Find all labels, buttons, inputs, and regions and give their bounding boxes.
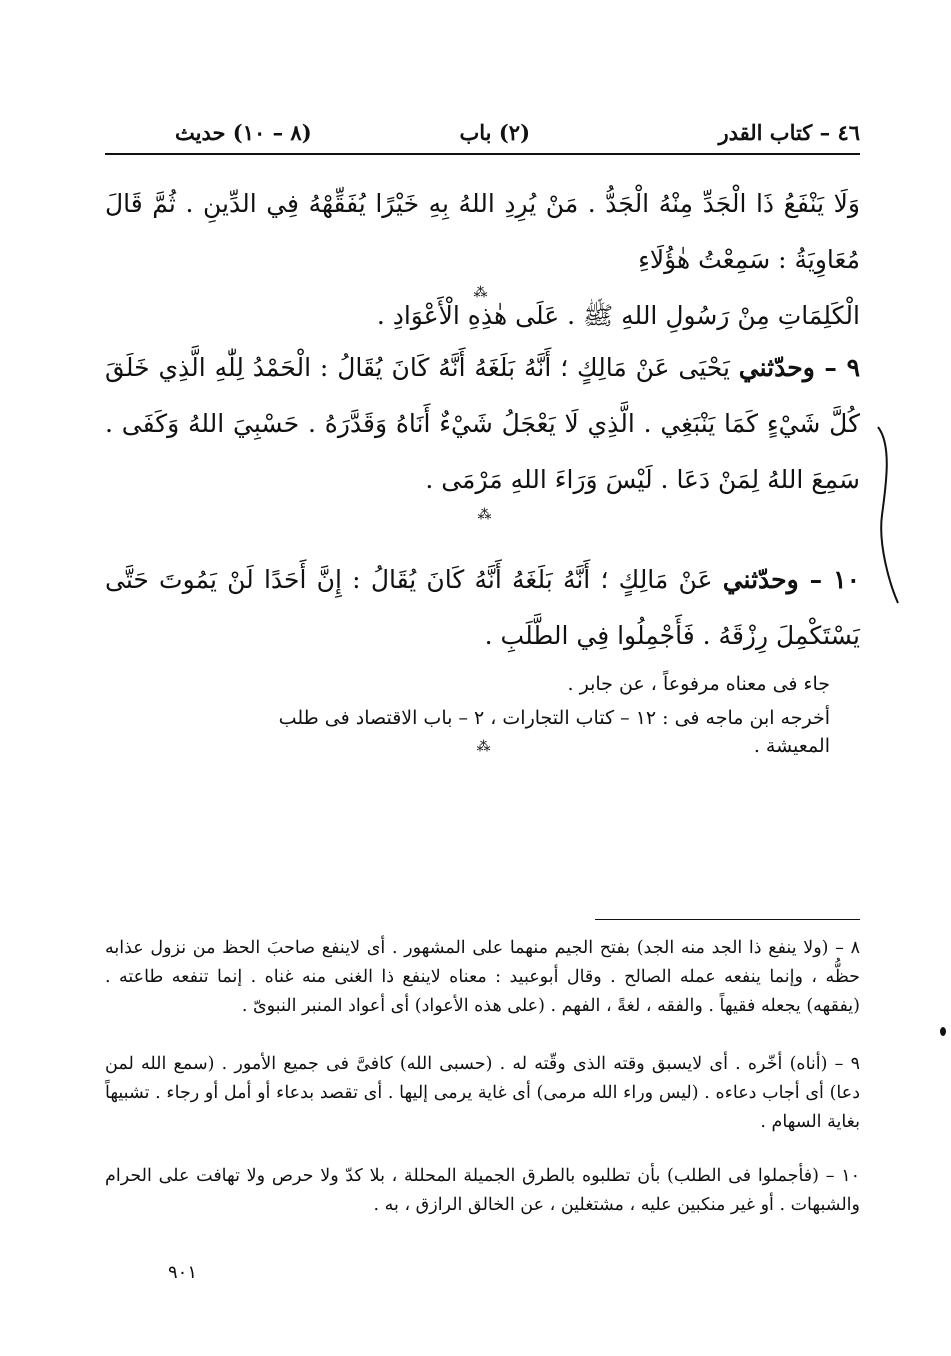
- footnote-8: ٨ – (ولا ينفع ذا الجد منه الجد) بفتح الجيم منهما على المشهور . أى لاينفع صاحبَ الحظ من نزول عذابه حظُّه ، وإنما ينفعه عمله الصالح . وقال أبوعبيد : معناه لاينفع ذا الغنى منه غناه . إنما تنفعه طاعته . (يفقهه) يجعله فقيهاً . والفقه ، لغةً ، الفهم . (على هذه الأعواد) أى أعواد المنبر النبوىّ .: [105, 938, 860, 1016]
- header-hadith-range: (٨ – ١٠) حديث: [175, 120, 312, 145]
- hadith-8-line-1: وَلَا يَنْفَعُ ذَا الْجَدِّ مِنْهُ الْجَدُّ . مَنْ يُرِدِ اللهُ بِهِ خَيْرًا يُفَقِّهْهُ فِي الدِّينِ . ثُمَّ قَالَ مُعَاوِيَةُ : سَمِعْتُ هٰؤُلَاءِ: [105, 189, 860, 274]
- note-line-2: أخرجه ابن ماجه فى : ١٢ – كتاب التجارات ، ٢ – باب الاقتصاد فى طلب المعيشة .: [278, 707, 830, 757]
- hadith-10: [105, 552, 860, 664]
- note-line-1: جاء فى معناه مرفوعاً ، عن جابر .: [567, 673, 830, 695]
- hadith-9-text: يَحْيَى عَنْ مَالِكٍ ؛ أَنَّهُ بَلَغَهُ أَنَّهُ كَانَ يُقَالُ : الْحَمْدُ لِلّٰهِ الَّذِي خَلَقَ كُلَّ شَيْءٍ كَمَا يَنْبَغِي . الَّذِي لَا يَعْجَلُ شَيْءٌ أَنَاهُ وَقَدَّرَهُ . حَسْبِيَ اللهُ وَكَفَى . سَمِعَ اللهُ لِمَنْ دَعَا . لَيْسَ وَرَاءَ اللهِ مَرْمَى .: [105, 353, 860, 494]
- running-header: [105, 112, 860, 150]
- page-number: ٩٠١: [168, 1262, 198, 1283]
- hadith-9-number: ٩ – وحدّثني: [738, 353, 860, 382]
- hadith-10-number: ١٠ – وحدّثني: [722, 565, 860, 594]
- section-separator-1: ⁂: [473, 285, 491, 301]
- hadith-10-text: عَنْ مَالِكٍ ؛ أَنَّهُ بَلَغَهُ أَنَّهُ كَانَ يُقَالُ : إِنَّ أَحَدًا لَنْ يَمُوتَ حَتَّى يَسْتَكْمِلَ رِزْقَهُ . فَأَجْمِلُوا فِي الطَّلَبِ .: [105, 565, 860, 650]
- hadith-9: [105, 340, 860, 508]
- header-chapter: (٢) باب: [459, 120, 530, 145]
- margin-dot-mark: [940, 1027, 946, 1036]
- footnote-divider: [595, 919, 860, 920]
- section-separator-3: ⁂: [476, 739, 494, 755]
- footnote-9: ٩ – (أناه) أخّره . أى لايسبق وقته الذى وقّته له . (حسبى الله) كافىَّ فى جميع الأمور . (سمع الله لمن دعا) أى أجاب دعاءه . (ليس وراء الله مرمى) أى غاية يرمى إليها . أى تقصد بدعاء أو أمل أو رجاء . تشبيهاً بغاية السهام .: [105, 1054, 861, 1132]
- footnote-10: ١٠ – (فأجملوا فى الطلب) بأن تطلبوه بالطرق الجميلة المحللة ، بلا كدّ ولا حرص ولا تهافت على الحرام والشبهات . أو غير منكبين عليه ، مشتغلين ، عن الخالق الرازق ، به .: [105, 1166, 860, 1215]
- section-separator-2: ⁂: [477, 507, 495, 523]
- hadith-8-continuation: [105, 176, 860, 344]
- hadith-8-line-2: الْكَلِمَاتِ مِنْ رَسُولِ اللهِ ﷺ . عَلَى هٰذِهِ الْأَعْوَادِ .: [376, 301, 860, 330]
- margin-bracket-mark: [872, 425, 902, 605]
- header-divider: [105, 153, 860, 155]
- header-book-title: ٤٦ – كتاب القدر: [718, 120, 860, 145]
